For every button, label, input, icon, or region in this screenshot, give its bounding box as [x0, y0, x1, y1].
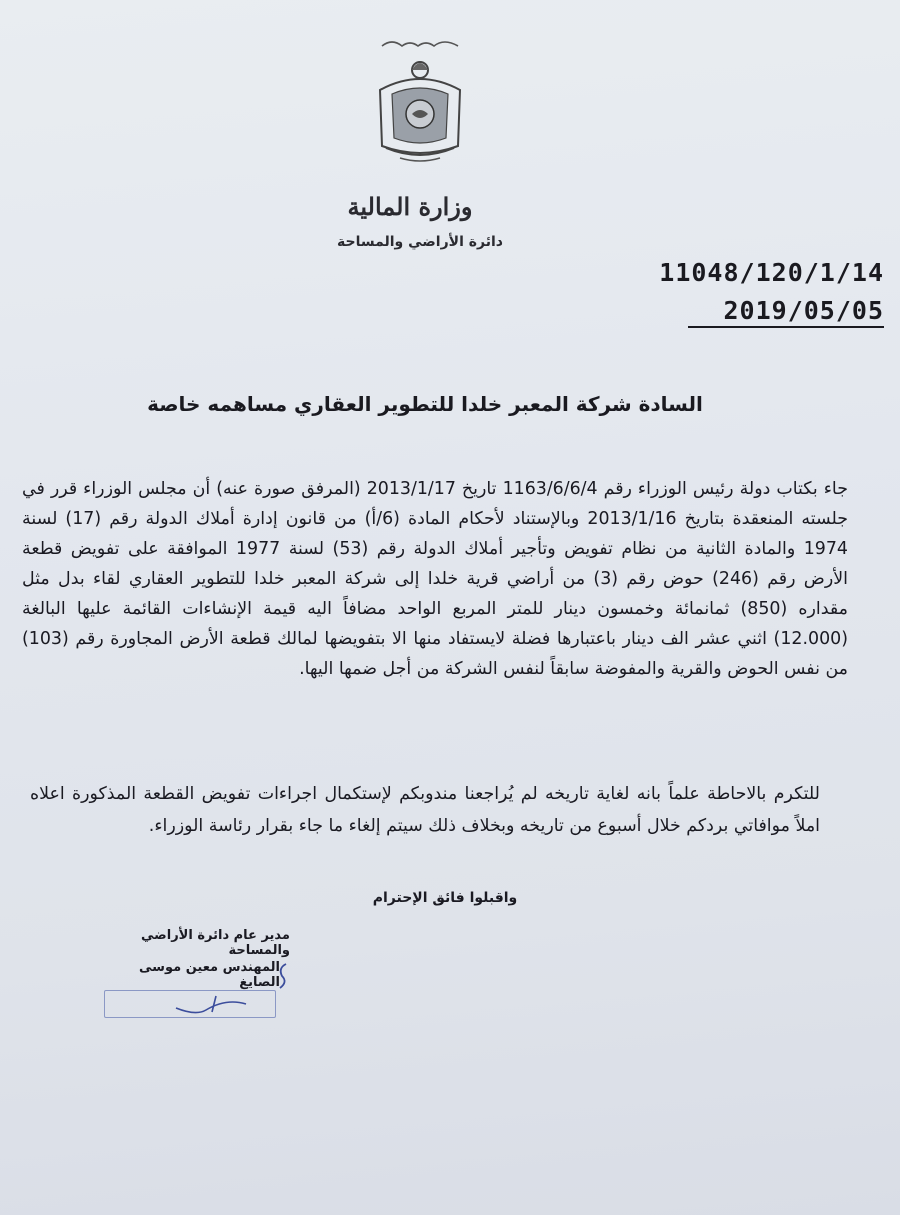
addressee: السادة شركة المعبر خلدا للتطوير العقاري مساهمه خاصة — [147, 392, 703, 416]
reference-number: 11048/120/1/14 — [659, 258, 884, 287]
department-name: دائرة الأراضي والمساحة — [337, 234, 503, 250]
body-paragraph-2: للتكرم بالاحاطة علماً بانه لغاية تاريخه لم يُراجعنا مندوبكم لإستكمال اجراءات تفويض القطعة المذكورة اعلاه املاً موافاتي بردكم خلال أسبوع من تاريخه وبخلاف ذلك سيتم إلغاء ما جاء بقرار رئاسة الوزراء. — [30, 784, 820, 836]
body-paragraph-1: جاء بكتاب دولة رئيس الوزراء رقم 1163/6/6/4 تاريخ 2013/1/17 (المرفق صورة عنه) أن مجلس الوزراء قرر في جلسته المنعقدة بتاريخ 2013/1/16 وبالإستناد لأحكام المادة (6/أ) من قانون إدارة أملاك الدولة رقم (17) لسنة 1974 والمادة الثانية من نظام تفويض وتأجير أملاك الدولة رقم (53) لسنة 1977 الموافقة على تفويض قطعة الأرض رقم (246) حوض رقم (3) من أراضي قرية خلدا إلى شركة المعبر خلدا للتطوير العقاري لقاء بدل مثل مقداره (850) ثمانمائة وخمسون دينار للمتر المربع الواحد مضافاً اليه قيمة الإنشاءات القائمة عليها البالغة (12.000) اثني عشر الف دينار باعتبارها فضلة لايستفاد منها الا بتفويضها لمالك قطعة الأرض المجاورة رقم (103) من نفس الحوض والقرية والمفوضة سابقاً لنفس الشركة من أجل ضمها اليها. — [22, 479, 848, 679]
official-stamp — [104, 990, 276, 1018]
jordan-coat-of-arms-icon — [372, 30, 468, 170]
closing-salutation: واقبلوا فائق الإحترام — [372, 890, 518, 906]
reference-date: 2019/05/05 — [723, 296, 884, 325]
signer-title: مدير عام دائرة الأراضي والمساحة — [141, 928, 290, 958]
reference-underline — [688, 326, 884, 328]
signer-name: المهندس معين موسى الصايغ — [139, 960, 280, 990]
ministry-name: وزارة المالية — [347, 192, 473, 221]
